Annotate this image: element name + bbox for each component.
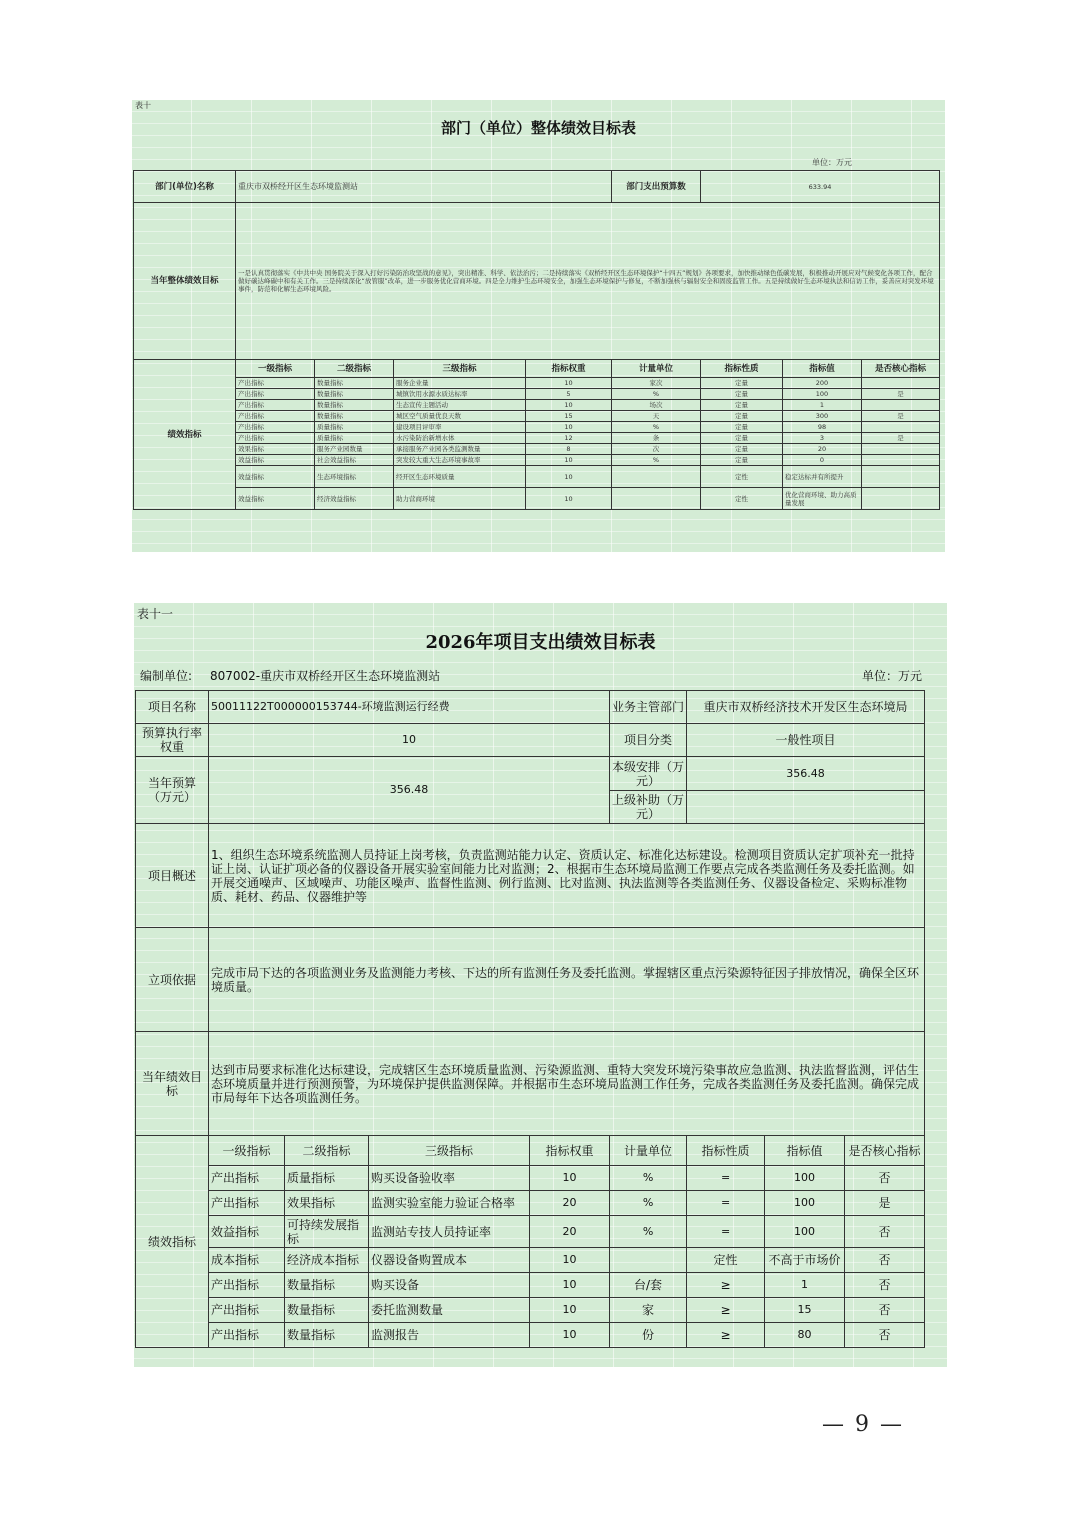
cell: 水污染防治新增水体	[394, 433, 526, 444]
cell: =	[687, 1191, 765, 1216]
cell: 100	[765, 1166, 845, 1191]
basis-text: 完成市局下达的各项监测业务及监测能力考核、下达的所有监测任务及委托监测。掌握辖区重点污染源特征因子排放情况，确保全区环境质量。	[209, 928, 925, 1032]
table-row	[134, 378, 940, 389]
cell: 数量指标	[285, 1298, 369, 1323]
local-budget-value: 356.48	[687, 757, 925, 791]
upper-subsidy-label: 上级补助（万元）	[610, 791, 687, 824]
cell: 建设项目评审率	[394, 422, 526, 433]
cell: ≥	[687, 1323, 765, 1348]
cell: 15	[765, 1298, 845, 1323]
cell: 是	[862, 433, 940, 444]
cell: 监测站专技人员持证率	[369, 1216, 530, 1248]
table-row	[134, 488, 940, 510]
cell: 产出指标	[236, 389, 315, 400]
cell: 产出指标	[209, 1273, 285, 1298]
cell: 场次	[612, 400, 701, 411]
cell: 经开区生态环境质量	[394, 466, 526, 488]
category-label: 项目分类	[610, 724, 687, 757]
cell: 否	[845, 1248, 925, 1273]
table-row	[136, 1248, 925, 1273]
cell: 定量	[701, 389, 783, 400]
annual-goal-label: 当年整体绩效目标	[134, 203, 236, 360]
cell: 100	[765, 1216, 845, 1248]
cell: 质量指标	[315, 433, 394, 444]
cell: 10	[526, 488, 612, 510]
cell: 数量指标	[315, 400, 394, 411]
cell	[862, 466, 940, 488]
cell: =	[687, 1216, 765, 1248]
header-cell: 计量单位	[610, 1136, 687, 1166]
cell: 定量	[701, 400, 783, 411]
cell: 产出指标	[236, 433, 315, 444]
perf-indicator-label: 绩效指标	[134, 360, 236, 510]
cell: 监测实验室能力验证合格率	[369, 1191, 530, 1216]
cell: 生态宣传主题活动	[394, 400, 526, 411]
header-cell: 是否核心指标	[862, 360, 940, 378]
cell	[862, 422, 940, 433]
table-row	[136, 1166, 925, 1191]
header-cell: 指标权重	[530, 1136, 610, 1166]
exec-rate-value: 10	[209, 724, 610, 757]
table-row	[136, 1216, 925, 1248]
cell: %	[610, 1166, 687, 1191]
department-performance-table	[133, 170, 940, 510]
cell: 300	[783, 411, 862, 422]
cell: 12	[526, 433, 612, 444]
cell: 助力营商环境	[394, 488, 526, 510]
project-name-value: 50011122T000000153744-环境监测运行经费	[209, 691, 610, 724]
header-cell: 指标值	[783, 360, 862, 378]
cell: 份	[610, 1323, 687, 1348]
annual-goal-text: 一是认真贯彻落实《中共中央 国务院关于深入打好污染防治攻坚战的意见》，突出精准、科学、依法治污；二是持续落实《双桥经开区生态环境保护“十四五”规划》各项要求，加快推动绿色低碳发展，积极推动开展应对气候变化各项工作，配合做好碳达峰碳中和有关工作。三是持续深化“放管服”改革，进一步服务优化营商环境。四是全力维护生态环境安全，加强生态环境保护与修复，不断加强核与辐射安全和固废监管工作。五是持续做好生态环境执法和信访工作，妥善应对突发环境事件，防范和化解生态环境风险。	[236, 203, 940, 360]
cell: 稳定达标并有所提升	[783, 466, 862, 488]
cell: 效益指标	[236, 466, 315, 488]
dept-budget-label: 部门支出预算数	[612, 171, 701, 203]
cell: 服务企业量	[394, 378, 526, 389]
cell: 条	[612, 433, 701, 444]
cell: 98	[783, 422, 862, 433]
header-cell: 三级指标	[394, 360, 526, 378]
header-cell: 三级指标	[369, 1136, 530, 1166]
cell: 购买设备验收率	[369, 1166, 530, 1191]
supervisor-label: 业务主管部门	[610, 691, 687, 724]
header-cell: 二级指标	[285, 1136, 369, 1166]
table-title: 2026年项目支出绩效目标表	[425, 632, 656, 653]
project-performance-table	[135, 690, 925, 1348]
cell	[862, 400, 940, 411]
cell: 是	[862, 389, 940, 400]
table-tag: 表十	[135, 101, 151, 110]
cell: 质量指标	[315, 422, 394, 433]
header-cell: 二级指标	[315, 360, 394, 378]
cell: 定量	[701, 433, 783, 444]
cell	[612, 466, 701, 488]
overview-text: 1、组织生态环境系统监测人员持证上岗考核，负责监测站能力认定、资质认定、标准化达标建设。检测项目资质认定扩项补充一批持证上岗、认证扩项必备的仪器设备开展实验室间能力比对监测；2、根据市生态环境局监测工作要点完成各类监测任务及委托监测。如开展交通噪声、区域噪声、功能区噪声、监督性监测、例行监测、比对监测、执法监测等各类监测任务、仪器设备检定、采购标准物质、耗材、药品、仪器维护等	[209, 824, 925, 928]
header-cell: 一级指标	[236, 360, 315, 378]
cell	[862, 444, 940, 455]
cell: 是	[862, 411, 940, 422]
category-value: 一般性项目	[687, 724, 925, 757]
dept-budget-value: 633.94	[701, 171, 940, 203]
cell	[612, 488, 701, 510]
table-row	[136, 1323, 925, 1348]
table-row	[136, 1273, 925, 1298]
cell: 效果指标	[236, 444, 315, 455]
budget-value: 356.48	[209, 757, 610, 824]
table-tag: 表十一	[137, 607, 174, 621]
cell: 社会效益指标	[315, 455, 394, 466]
cell: 产出指标	[209, 1191, 285, 1216]
cell	[862, 488, 940, 510]
table-row	[134, 455, 940, 466]
cell: ≥	[687, 1273, 765, 1298]
table-row	[134, 444, 940, 455]
cell: %	[612, 455, 701, 466]
table-row	[134, 400, 940, 411]
cell: 数量指标	[315, 411, 394, 422]
cell: 10	[526, 400, 612, 411]
cell: 20	[783, 444, 862, 455]
local-budget-label: 本级安排（万元）	[610, 757, 687, 791]
cell: 城镇饮用水源水质达标率	[394, 389, 526, 400]
cell: 定量	[701, 455, 783, 466]
org-value: 807002-重庆市双桥经开区生态环境监测站	[210, 669, 441, 683]
org-label: 编制单位:	[140, 669, 193, 683]
cell: 100	[765, 1191, 845, 1216]
cell: 不高于市场价	[765, 1248, 845, 1273]
cell: 产出指标	[236, 422, 315, 433]
cell: 否	[845, 1216, 925, 1248]
perf-indicator-label: 绩效指标	[136, 1136, 209, 1348]
unit-label: 单位：万元	[862, 669, 923, 683]
cell: 定性	[701, 466, 783, 488]
cell: 产出指标	[236, 411, 315, 422]
cell: 1	[783, 400, 862, 411]
cell: 定性	[687, 1248, 765, 1273]
cell: 产出指标	[209, 1323, 285, 1348]
cell: 定量	[701, 444, 783, 455]
project-name-label: 项目名称	[136, 691, 209, 724]
cell: 5	[526, 389, 612, 400]
cell: 仪器设备购置成本	[369, 1248, 530, 1273]
cell: 数量指标	[315, 378, 394, 389]
cell: 次	[612, 444, 701, 455]
cell: 10	[526, 422, 612, 433]
cell: 优化营商环境、助力高质量发展	[783, 488, 862, 510]
cell: 10	[526, 455, 612, 466]
cell: 台/套	[610, 1273, 687, 1298]
cell: 数量指标	[285, 1323, 369, 1348]
cell: =	[687, 1166, 765, 1191]
cell: 产出指标	[236, 378, 315, 389]
dept-name-value: 重庆市双桥经开区生态环境监测站	[236, 171, 612, 203]
cell: %	[612, 389, 701, 400]
annual-goal-text: 达到市局要求标准化达标建设，完成辖区生态环境质量监测、污染源监测、重特大突发环境污染事故应急监测、执法监督监测，评估生态环境质量并进行预测预警，为环境保护提供监测保障。并根据市生态环境局监测工作任务，完成各类监测任务及委托监测。确保完成市局每年下达各项监测任务。	[209, 1032, 925, 1136]
cell: 100	[783, 389, 862, 400]
cell: 产出指标	[209, 1166, 285, 1191]
cell: 突发较大重大生态环境事故率	[394, 455, 526, 466]
cell	[862, 455, 940, 466]
cell: 10	[530, 1248, 610, 1273]
cell: 城区空气质量优良天数	[394, 411, 526, 422]
cell: 效益指标	[236, 455, 315, 466]
cell: 10	[526, 466, 612, 488]
cell: 20	[530, 1191, 610, 1216]
cell: 定量	[701, 422, 783, 433]
upper-subsidy-value	[687, 791, 925, 824]
cell: 否	[845, 1166, 925, 1191]
cell: 生态环境指标	[315, 466, 394, 488]
table-row	[134, 422, 940, 433]
table-row	[134, 389, 940, 400]
cell: 质量指标	[285, 1166, 369, 1191]
cell: 数量指标	[285, 1273, 369, 1298]
cell: 效果指标	[285, 1191, 369, 1216]
cell: 成本指标	[209, 1248, 285, 1273]
cell: 否	[845, 1298, 925, 1323]
unit-label: 单位：万元	[812, 158, 852, 167]
table-row	[134, 411, 940, 422]
table-row	[136, 1298, 925, 1323]
basis-label: 立项依据	[136, 928, 209, 1032]
table-row	[136, 1191, 925, 1216]
exec-rate-label: 预算执行率权重	[136, 724, 209, 757]
cell: 8	[526, 444, 612, 455]
table-row	[134, 433, 940, 444]
cell: 定量	[701, 378, 783, 389]
cell: 效益指标	[209, 1216, 285, 1248]
cell: %	[610, 1216, 687, 1248]
cell: 3	[783, 433, 862, 444]
cell: 服务产业园数量	[315, 444, 394, 455]
cell: 监测报告	[369, 1323, 530, 1348]
cell: 20	[530, 1216, 610, 1248]
cell: 购买设备	[369, 1273, 530, 1298]
cell: 10	[530, 1166, 610, 1191]
header-cell: 是否核心指标	[845, 1136, 925, 1166]
cell: %	[612, 422, 701, 433]
cell: 10	[530, 1323, 610, 1348]
cell: 1	[765, 1273, 845, 1298]
supervisor-value: 重庆市双桥经济技术开发区生态环境局	[687, 691, 925, 724]
header-cell: 指标权重	[526, 360, 612, 378]
annual-goal-label: 当年绩效目标	[136, 1032, 209, 1136]
header-cell: 计量单位	[612, 360, 701, 378]
budget-label: 当年预算（万元）	[136, 757, 209, 824]
page-number: — 9 —	[822, 1412, 904, 1437]
cell: 经济成本指标	[285, 1248, 369, 1273]
cell: 承接服务产业园各类监测数量	[394, 444, 526, 455]
cell: 天	[612, 411, 701, 422]
cell: 经济效益指标	[315, 488, 394, 510]
cell: 0	[783, 455, 862, 466]
header-cell: 指标性质	[687, 1136, 765, 1166]
cell: 80	[765, 1323, 845, 1348]
header-cell: 一级指标	[209, 1136, 285, 1166]
table-row	[134, 466, 940, 488]
dept-name-label: 部门(单位)名称	[134, 171, 236, 203]
cell	[862, 378, 940, 389]
cell: 10	[526, 378, 612, 389]
cell: 产出指标	[209, 1298, 285, 1323]
cell: 是	[845, 1191, 925, 1216]
cell: 10	[530, 1298, 610, 1323]
cell	[610, 1248, 687, 1273]
cell: 可持续发展指标	[285, 1216, 369, 1248]
cell: 家次	[612, 378, 701, 389]
performance-table-11-sheet	[134, 603, 947, 1367]
cell: 委托监测数量	[369, 1298, 530, 1323]
cell: ≥	[687, 1298, 765, 1323]
header-cell: 指标值	[765, 1136, 845, 1166]
cell: 定量	[701, 411, 783, 422]
cell: %	[610, 1191, 687, 1216]
cell: 否	[845, 1323, 925, 1348]
cell: 10	[530, 1273, 610, 1298]
header-cell: 指标性质	[701, 360, 783, 378]
cell: 数量指标	[315, 389, 394, 400]
cell: 效益指标	[236, 488, 315, 510]
overview-label: 项目概述	[136, 824, 209, 928]
cell: 家	[610, 1298, 687, 1323]
performance-table-10-sheet	[132, 100, 945, 552]
cell: 产出指标	[236, 400, 315, 411]
cell: 定性	[701, 488, 783, 510]
cell: 200	[783, 378, 862, 389]
cell: 15	[526, 411, 612, 422]
cell: 否	[845, 1273, 925, 1298]
table-title: 部门（单位）整体绩效目标表	[440, 119, 636, 137]
